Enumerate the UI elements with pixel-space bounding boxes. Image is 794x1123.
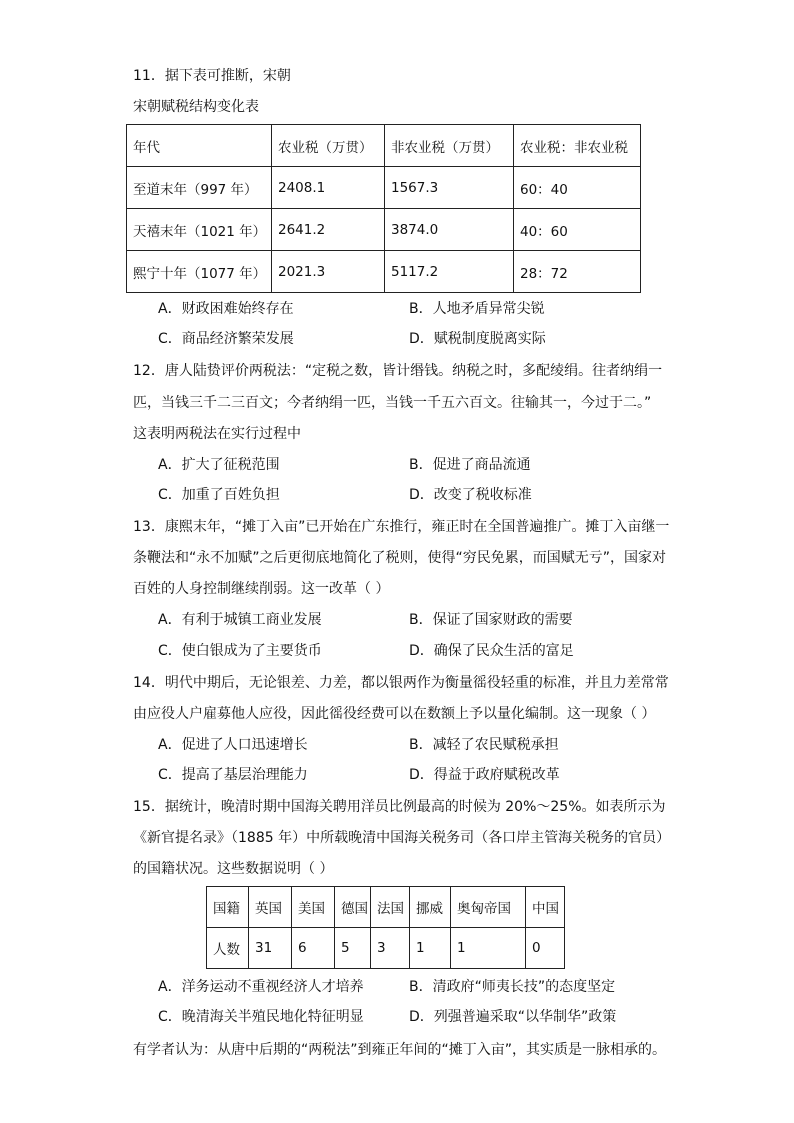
option-d: D．确保了民众生活的富足	[409, 643, 574, 659]
table-header-cell: 国籍	[207, 887, 249, 928]
table-cell: 40：60	[514, 209, 641, 251]
option-b: B．保证了国家财政的需要	[409, 612, 573, 628]
question-12-line: 这表明两税法在实行过程中	[133, 426, 301, 442]
option-c: C．使白银成为了主要货币	[158, 643, 322, 659]
nationality-table	[206, 886, 565, 969]
question-12-line: 12．唐人陆贽评价两税法：“定税之数，皆计缗钱。纳税之时，多配绫绢。往者纳绢一	[133, 363, 663, 379]
option-d: D．改变了税收标准	[409, 487, 532, 503]
table-cell: 3	[371, 928, 410, 969]
table-header-cell: 农业税：非农业税	[514, 125, 641, 167]
table-row	[127, 167, 641, 209]
question-15-line: 《新官提名录》（1885 年）中所载晚清中国海关税务司（各口岸主管海关税务的官员）	[133, 830, 671, 846]
table-cell: 至道末年（997 年）	[127, 167, 272, 209]
option-c: C．晚清海关半殖民地化特征明显	[158, 1009, 364, 1025]
option-d: D．赋税制度脱离实际	[409, 331, 546, 347]
table-row	[207, 928, 565, 969]
option-b: B．人地矛盾异常尖锐	[409, 301, 545, 317]
option-b: B．减轻了农民赋税承担	[409, 737, 559, 753]
table-cell: 熙宁十年（1077 年）	[127, 251, 272, 293]
table-cell: 1	[410, 928, 451, 969]
trailing-paragraph: 有学者认为：从唐中后期的“两税法”到雍正年间的“摊丁入亩”，其实质是一脉相承的。	[133, 1042, 667, 1058]
table-header-cell: 美国	[292, 887, 335, 928]
option-a: A．财政困难始终存在	[158, 301, 294, 317]
table-row	[127, 251, 641, 293]
table-cell: 天禧末年（1021 年）	[127, 209, 272, 251]
question-14-line: 由应役人户雇募他人应役，因此徭役经费可以在数额上予以量化编制。这一现象（ ）	[133, 706, 656, 722]
question-15-line: 15．据统计，晚清时期中国海关聘用洋员比例最高的时候为 20%～25%。如表所示为	[133, 799, 666, 815]
question-13-line: 百姓的人身控制继续削弱。这一改革（ ）	[133, 581, 390, 597]
option-d: D．列强普遍采取“以华制华”政策	[409, 1009, 617, 1025]
option-c: C．商品经济繁荣发展	[158, 331, 294, 347]
table-cell: 6	[292, 928, 335, 969]
table-cell: 2408.1	[272, 167, 385, 209]
table-header-cell: 挪威	[410, 887, 451, 928]
tax-structure-table	[126, 124, 641, 293]
question-11-stem: 11．据下表可推断，宋朝	[133, 68, 291, 84]
table-cell: 1567.3	[385, 167, 514, 209]
option-b: B．清政府“师夷长技”的态度坚定	[409, 979, 616, 995]
question-14-line: 14．明代中期后，无论银差、力差，都以银两作为衡量徭役轻重的标准，并且力差常常	[133, 675, 669, 691]
table-cell: 1	[451, 928, 526, 969]
option-d: D．得益于政府赋税改革	[409, 767, 560, 783]
table-header-cell: 奥匈帝国	[451, 887, 526, 928]
table-cell: 人数	[207, 928, 249, 969]
option-b: B．促进了商品流通	[409, 457, 531, 473]
option-a: A．洋务运动不重视经济人才培养	[158, 979, 364, 995]
option-a: A．有利于城镇工商业发展	[158, 612, 322, 628]
table-header-row	[127, 125, 641, 167]
question-13-line: 13．康熙末年，“摊丁入亩”已开始在广东推行，雍正时在全国普遍推广。摊丁入亩继一	[133, 519, 670, 535]
option-c: C．提高了基层治理能力	[158, 767, 308, 783]
option-a: A．扩大了征税范围	[158, 457, 280, 473]
option-a: A．促进了人口迅速增长	[158, 737, 308, 753]
question-12-line: 匹，当钱三千二三百文；今者纳绢一匹，当钱一千五六百文。往输其一，今过于二。”	[133, 395, 652, 411]
table-cell: 2021.3	[272, 251, 385, 293]
table-cell: 0	[526, 928, 565, 969]
table-cell: 2641.2	[272, 209, 385, 251]
question-13-line: 条鞭法和“永不加赋”之后更彻底地简化了税则，使得“穷民免累，而国赋无亏”，国家对	[133, 550, 667, 566]
table-header-cell: 农业税（万贯）	[272, 125, 385, 167]
table-header-cell: 中国	[526, 887, 565, 928]
table-header-cell: 年代	[127, 125, 272, 167]
table-cell: 5117.2	[385, 251, 514, 293]
table-cell: 31	[249, 928, 292, 969]
question-15-line: 的国籍状况。这些数据说明（ ）	[133, 861, 334, 877]
table-title: 宋朝赋税结构变化表	[133, 99, 259, 115]
table-cell: 5	[335, 928, 371, 969]
table-cell: 3874.0	[385, 209, 514, 251]
option-c: C．加重了百姓负担	[158, 487, 280, 503]
table-header-cell: 英国	[249, 887, 292, 928]
table-header-cell: 非农业税（万贯）	[385, 125, 514, 167]
table-cell: 28：72	[514, 251, 641, 293]
table-cell: 60：40	[514, 167, 641, 209]
table-header-cell: 德国	[335, 887, 371, 928]
table-row	[127, 209, 641, 251]
table-header-row	[207, 887, 565, 928]
table-header-cell: 法国	[371, 887, 410, 928]
